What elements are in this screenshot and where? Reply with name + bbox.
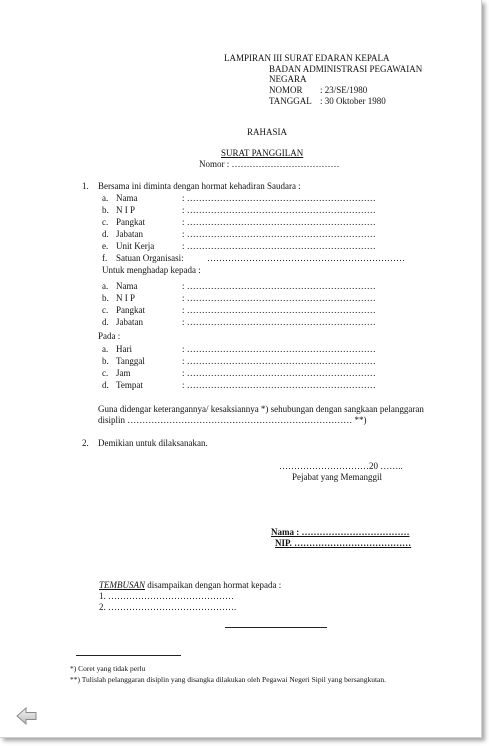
tembusan-item-1: 1. …………………………………… (99, 591, 234, 601)
field-label: Tanggal (116, 356, 145, 366)
footnote-2: **) Tulislah pelanggaran disiplin yang disangka dilakukan oleh Pegawai Negeri Sipil yang bersangkutan. (70, 675, 386, 684)
field-label: Hari (116, 344, 132, 354)
field-dots: : ……………………………………………………… (182, 241, 376, 251)
section-2-text: Demikian untuk dilaksanakan. (98, 438, 208, 448)
field-dots: : ……………………………………………………… (182, 217, 376, 227)
signature-date: …………………………20 …….. (279, 461, 403, 471)
footnote-rule (76, 655, 181, 656)
document-title: SURAT PANGGILAN (221, 148, 304, 158)
header-nomor-label: NOMOR (269, 85, 303, 95)
field-label: Jabatan (116, 229, 143, 239)
field-letter: c. (102, 368, 109, 378)
field-label: Nama (116, 193, 138, 203)
field-label: Nama (116, 281, 138, 291)
field-dots: : ……………………………………………………… (182, 229, 376, 239)
field-letter: d. (102, 317, 109, 327)
back-arrow-icon[interactable] (16, 707, 38, 725)
field-label: Satuan Organisasi: (116, 253, 184, 263)
field-letter: a. (102, 193, 109, 203)
menghadap-label: Untuk menghadap kepada : (102, 265, 201, 275)
field-dots: : ……………………………………………………… (182, 193, 376, 203)
field-dots: : ……………………………………………………… (182, 317, 376, 327)
field-label: Pangkat (116, 305, 145, 315)
signature-nama: Nama : ……………………………… (271, 527, 410, 537)
tembusan-label: TEMBUSAN (99, 580, 145, 590)
field-label: Jam (116, 368, 131, 378)
field-letter: c. (102, 217, 109, 227)
field-letter: a. (102, 281, 109, 291)
field-letter: b. (102, 356, 109, 366)
field-letter: e. (102, 241, 109, 251)
field-dots: : ……………………………………………………… (182, 356, 376, 366)
field-dots: : ……………………………………………………… (182, 368, 376, 378)
header-line-1: LAMPIRAN III SURAT EDARAN KEPALA (224, 53, 390, 63)
field-dots: : ……………………………………………………… (182, 305, 376, 315)
pada-label: Pada : (98, 331, 121, 341)
closing-rule (225, 627, 327, 628)
field-label: N I P (116, 293, 136, 303)
guna-line-1: Guna didengar keterangannya/ kesaksiannya *) sehubungan dengan sangkaan pelanggaran (98, 404, 424, 414)
field-letter: f. (102, 253, 108, 263)
header-line-2: BADAN ADMINISTRASI PEGAWAIAN (269, 64, 423, 74)
field-letter: b. (102, 293, 109, 303)
field-label: Jabatan (116, 317, 143, 327)
tembusan-line (99, 580, 281, 591)
footnote-1: *) Coret yang tidak perlu (70, 664, 146, 673)
header-tanggal-value: : 30 Oktober 1980 (320, 96, 386, 106)
header-tanggal-label: TANGGAL (269, 96, 312, 106)
field-letter: d. (102, 229, 109, 239)
header-line-3: NEGARA (269, 74, 307, 84)
field-letter: c. (102, 305, 109, 315)
field-letter: b. (102, 205, 109, 215)
field-letter: d. (102, 380, 109, 390)
section-1-intro: Bersama ini diminta dengan hormat kehadiran Saudara : (98, 181, 301, 191)
guna-line-2: disiplin ………………………………………………………………… **) (98, 415, 367, 425)
signature-nip: NIP. ………………………………… (275, 538, 412, 548)
tembusan-rest: disampaikan dengan hormat kepada : (145, 580, 282, 590)
section-2-number: 2. (82, 438, 89, 448)
field-dots: ………………………………………………………… (207, 253, 405, 263)
field-label: N I P (116, 205, 136, 215)
tembusan-item-2: 2. ……………………………………. (99, 602, 237, 612)
signature-title: Pejabat yang Memanggil (292, 472, 382, 482)
field-dots: : ……………………………………………………… (182, 293, 376, 303)
field-letter: a. (102, 344, 109, 354)
field-dots: : ……………………………………………………… (182, 205, 376, 215)
field-label: Tempat (116, 380, 143, 390)
field-dots: : ……………………………………………………… (182, 344, 376, 354)
section-1-number: 1. (82, 181, 89, 191)
field-label: Pangkat (116, 217, 145, 227)
field-label: Unit Kerja (116, 241, 155, 251)
nomor-line: Nomor : ……………………………… (199, 159, 340, 169)
header-nomor-value: : 23/SE/1980 (320, 85, 368, 95)
field-dots: : ……………………………………………………… (182, 380, 376, 390)
rahasia-label: RAHASIA (247, 127, 288, 137)
field-dots: : ……………………………………………………… (182, 281, 376, 291)
